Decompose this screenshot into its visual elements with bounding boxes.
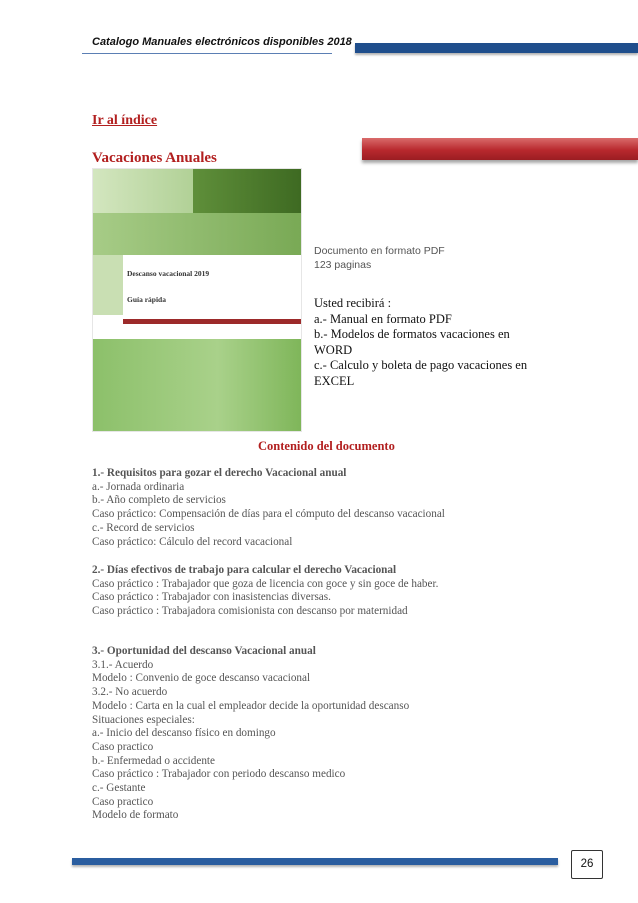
contents-line: Caso práctico : Trabajador que goza de licencia con goce y sin goce de haber. <box>92 577 439 590</box>
document-info <box>314 244 445 272</box>
page-number: 26 <box>571 850 603 879</box>
cover-subtitle: Guía rápida <box>127 295 166 304</box>
contents-line: 3.1.- Acuerdo <box>92 658 154 671</box>
receive-list <box>314 296 534 389</box>
cover-red-line <box>123 319 301 324</box>
contents-line: Caso práctico : Trabajadora comisionista con descanso por maternidad <box>92 605 408 618</box>
contents-line: Modelo de formato <box>92 809 179 822</box>
contents-line: b.- Enfermedad o accidente <box>92 754 215 767</box>
receive-intro: Usted recibirá : <box>314 296 392 310</box>
contents-line: Caso práctico : Trabajador con inasistencias diversas. <box>92 591 331 604</box>
contents-line: Caso práctico: Cálculo del record vacacional <box>92 535 293 548</box>
contents-line: c.- Gestante <box>92 782 146 795</box>
document-pages: 123 paginas <box>314 259 372 271</box>
header-title: Catalogo Manuales electrónicos disponibles 2018 <box>92 36 352 48</box>
contents-section-1 <box>92 467 445 549</box>
contents-line: Caso practico <box>92 795 154 808</box>
contents-line: Modelo : Carta en la cual el empleador decide la oportunidad descanso <box>92 699 410 712</box>
contents-section-2 <box>92 564 438 619</box>
cover-green-block <box>93 213 301 255</box>
contents-line: b.- Año completo de servicios <box>92 494 226 507</box>
contents-line: Caso practico <box>92 740 154 753</box>
contents-line: Caso práctico : Trabajador con periodo descanso medico <box>92 768 346 781</box>
section-heading: 3.- Oportunidad del descanso Vacacional anual <box>92 645 316 657</box>
contents-line: a.- Inicio del descanso físico en domingo <box>92 727 276 740</box>
section-heading: 2.- Días efectivos de trabajo para calcular el derecho Vacacional <box>92 564 397 576</box>
cover-dark-green-band <box>193 169 301 213</box>
section-heading: 1.- Requisitos para gozar el derecho Vacacional anual <box>92 467 347 479</box>
section-title: Vacaciones Anuales <box>92 150 217 166</box>
cover-side-block <box>93 255 123 315</box>
footer-blue-bar <box>72 858 558 865</box>
contents-line: 3.2.- No acuerdo <box>92 686 168 699</box>
receive-item: a.- Manual en formato PDF <box>314 311 452 326</box>
cover-bottom-block <box>93 339 301 431</box>
receive-item: b.- Modelos de formatos vacaciones en WORD <box>314 327 510 357</box>
cover-title: Descanso vacacional 2019 <box>127 269 210 278</box>
receive-item: c.- Calculo y boleta de pago vacaciones en EXCEL <box>314 358 528 388</box>
contents-line: c.- Record de servicios <box>92 521 195 534</box>
header-blue-bar <box>355 43 638 53</box>
document-format: Documento en formato PDF <box>314 245 445 257</box>
contents-line: Modelo : Convenio de goce descanso vacacional <box>92 672 311 685</box>
contents-section-3 <box>92 645 409 823</box>
contents-title: Contenido del documento <box>258 439 395 453</box>
document-cover-image <box>92 168 302 432</box>
contents-line: Caso práctico: Compensación de días para el cómputo del descanso vacacional <box>92 508 445 521</box>
section-red-bar <box>362 138 638 160</box>
index-link[interactable]: Ir al índice <box>92 113 158 128</box>
contents-line: a.- Jornada ordinaria <box>92 480 185 493</box>
header-divider <box>82 53 332 54</box>
contents-line: Situaciones especiales: <box>92 713 195 726</box>
